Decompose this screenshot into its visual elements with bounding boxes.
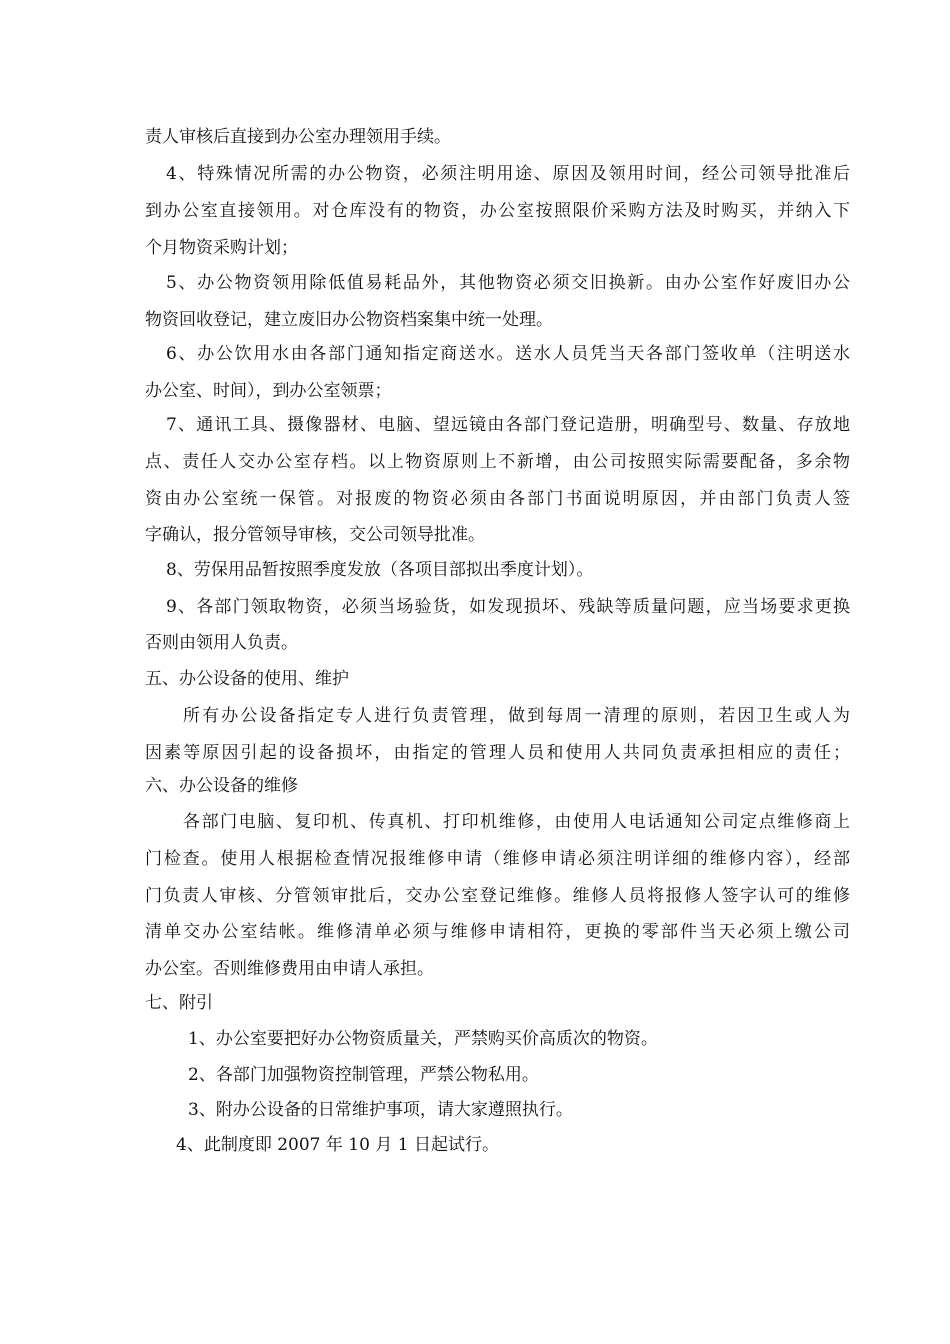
text-line: 所有办公设备指定专人进行负责管理，做到每周一清理的原则，若因卫生或人为 [183, 706, 850, 726]
list-item: 2、各部门加强物资控制管理，严禁公物私用。 [188, 1065, 539, 1085]
section-heading: 五、办公设备的使用、维护 [145, 669, 349, 689]
text-line: 否则由领用人负责。 [145, 633, 298, 653]
text-line: 各部门电脑、复印机、传真机、打印机维修，由使用人电话通知公司定点维修商上 [183, 812, 850, 832]
list-item: 3、附办公设备的日常维护事项，请大家遵照执行。 [188, 1100, 573, 1120]
text-line: 8、劳保用品暂按照季度发放（各项目部拟出季度计划）。 [166, 560, 594, 580]
text-line: 字确认，报分管领导审核，交公司领导批准。 [145, 525, 485, 545]
text-line: 物资回收登记，建立废旧办公物资档案集中统一处理。 [145, 310, 553, 330]
text-line: 9、各部门领取物资，必须当场验货，如发现损坏、残缺等质量问题，应当场要求更换 [166, 597, 850, 617]
text-line: 资由办公室统一保管。对报废的物资必须由各部门书面说明原因，并由部门负责人签 [145, 489, 850, 509]
text-line: 6、办公饮用水由各部门通知指定商送水。送水人员凭当天各部门签收单（注明送水 [166, 344, 850, 364]
text-line: 办公室、时间），到办公室领票； [145, 381, 392, 401]
text-line: 5、办公物资领用除低值易耗品外，其他物资必须交旧换新。由办公室作好废旧办公 [166, 273, 850, 293]
list-item: 4、此制度即 2007 年 10 月 1 日起试行。 [176, 1135, 499, 1155]
section-heading: 六、办公设备的维修 [145, 776, 298, 796]
text-line: 责人审核后直接到办公室办理领用手续。 [145, 127, 451, 147]
text-line: 个月物资采购计划； [145, 238, 298, 258]
text-line: 点、责任人交办公室存档。以上物资原则上不新增，由公司按照实际需要配备，多余物 [145, 452, 850, 472]
text-line: 清单交办公室结帐。维修清单必须与维修申请相符，更换的零部件当天必须上缴公司 [145, 922, 850, 942]
text-line: 因素等原因引起的设备损坏，由指定的管理人员和使用人共同负责承担相应的责任； [145, 743, 850, 763]
list-item: 1、办公室要把好办公物资质量关，严禁购买价高质次的物资。 [188, 1029, 658, 1049]
text-line: 4、特殊情况所需的办公物资，必须注明用途、原因及领用时间，经公司领导批准后 [166, 164, 850, 184]
text-line: 门负责人审核、分管领审批后，交办公室登记维修。维修人员将报修人签字认可的维修 [145, 886, 850, 906]
section-heading: 七、附引 [145, 993, 213, 1013]
text-line: 门检查。使用人根据检查情况报维修申请（维修申请必须注明详细的维修内容），经部 [145, 849, 850, 869]
text-line: 7、通讯工具、摄像器材、电脑、望远镜由各部门登记造册，明确型号、数量、存放地 [166, 415, 850, 435]
text-line: 办公室。否则维修费用由申请人承担。 [145, 959, 434, 979]
text-line: 到办公室直接领用。对仓库没有的物资，办公室按照限价采购方法及时购买，并纳入下 [145, 201, 850, 221]
